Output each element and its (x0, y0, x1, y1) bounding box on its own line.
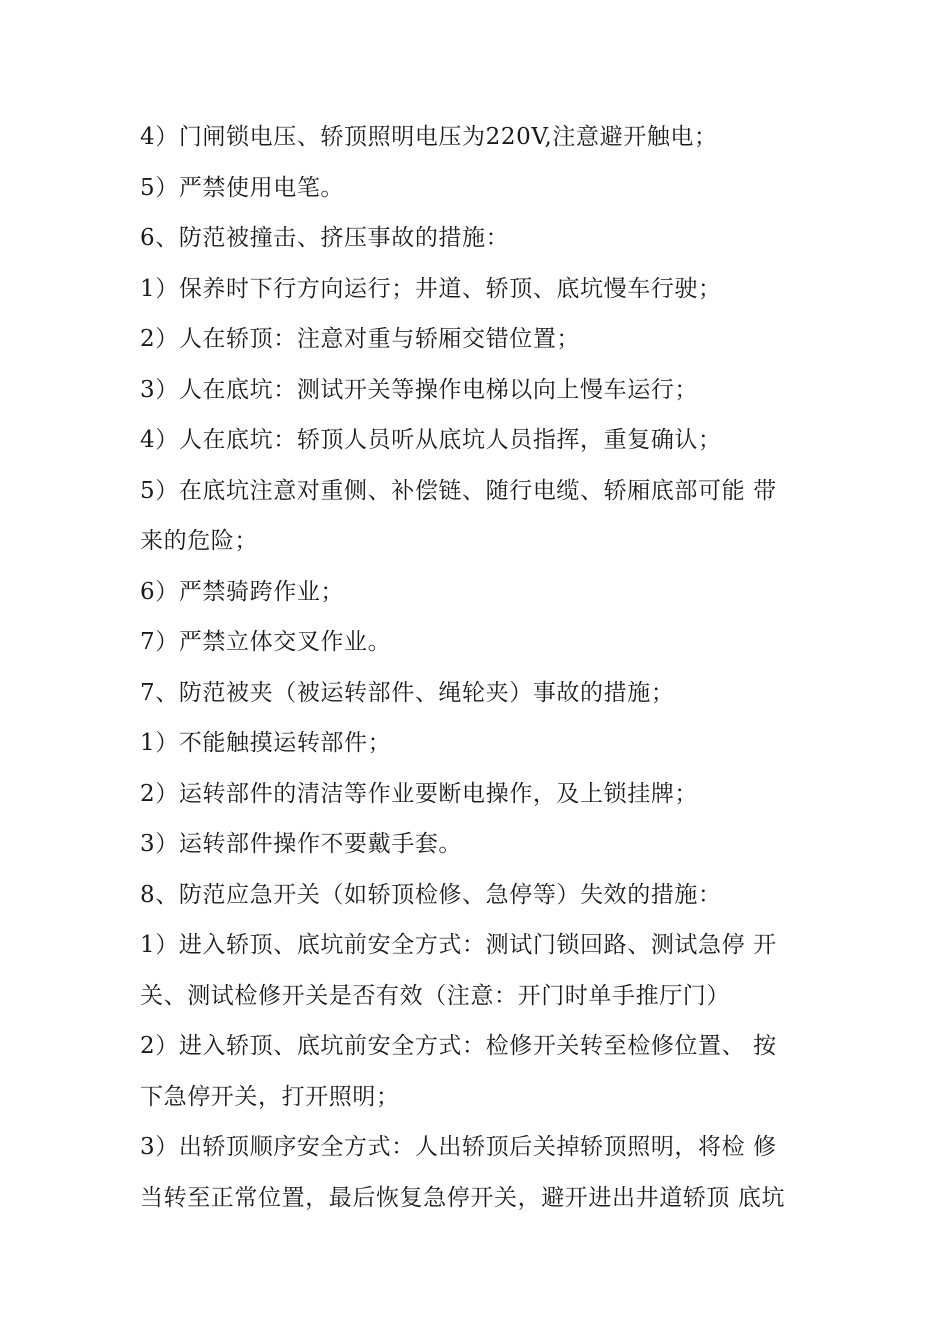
text-line: 5）严禁使用电笔。 (140, 174, 345, 201)
text-line: 3）出轿顶顺序安全方式：人出轿顶后关掉轿顶照明，将检 修 (140, 1134, 777, 1160)
text-line: 2）人在轿顶：注意对重与轿厢交错位置； (140, 326, 581, 352)
text-line: 2）运转部件的清洁等作业要断电操作，及上锁挂牌； (140, 780, 699, 807)
text-line: 1）保养时下行方向运行；井道、轿顶、底坑慢车行驶； (140, 275, 722, 302)
text-line: 6）严禁骑跨作业； (140, 578, 345, 605)
text-line: 4）门闸锁电压、轿顶照明电压为220V,注意避开触电； (140, 124, 718, 150)
text-line: 3）人在底坑：测试开关等操作电梯以向上慢车运行； (140, 376, 699, 403)
text-line: 2）进入轿顶、底坑前安全方式：检修开关转至检修位置、 按 (140, 1033, 777, 1059)
text-line: 关、测试检修开关是否有效（注意：开门时单手推厅门） (140, 982, 730, 1009)
text-line: 1）进入轿顶、底坑前安全方式：测试门锁回路、测试急停 开 (140, 932, 777, 958)
text-line: 7）严禁立体交叉作业。 (140, 629, 392, 655)
section-heading: 6、防范被撞击、挤压事故的措施： (140, 225, 510, 251)
section-heading: 7、防范被夹（被运转部件、绳轮夹）事故的措施； (140, 679, 675, 706)
document-body (140, 112, 830, 1223)
text-line: 1）不能触摸运转部件； (140, 730, 392, 756)
text-line: 4）人在底坑：轿顶人员听从底坑人员指挥，重复确认； (140, 427, 722, 453)
section-heading: 8、防范应急开关（如轿顶检修、急停等）失效的措施： (140, 881, 722, 908)
text-line: 5）在底坑注意对重侧、补偿链、随行电缆、轿厢底部可能 带 (140, 477, 777, 504)
text-line: 3）运转部件操作不要戴手套。 (140, 831, 463, 857)
text-line: 来的危险； (140, 528, 258, 554)
text-line: 当转至正常位置，最后恢复急停开关，避开进出井道轿顶 底坑 (140, 1184, 786, 1211)
text-line: 下急停开关，打开照明； (140, 1083, 400, 1110)
